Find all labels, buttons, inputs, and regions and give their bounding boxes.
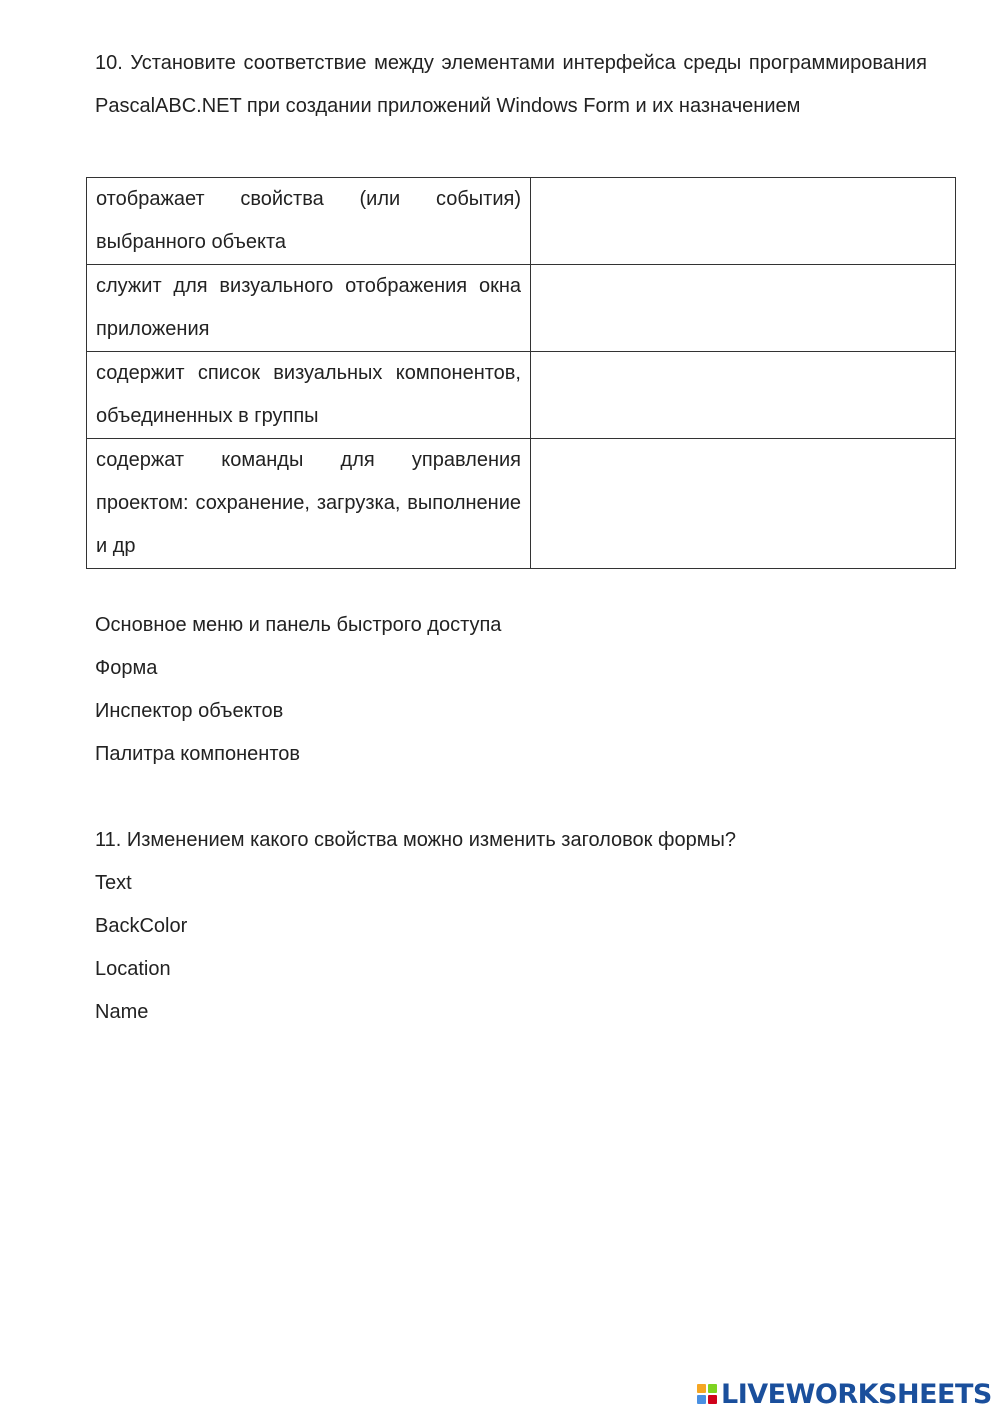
answer-option[interactable]: BackColor <box>95 915 188 937</box>
logo-mark-icon <box>697 1384 717 1404</box>
table-row <box>87 352 956 439</box>
answer-option[interactable]: Text <box>95 872 132 894</box>
table-row <box>87 178 956 265</box>
draggable-option[interactable]: Инспектор объектов <box>95 700 284 722</box>
question-11-options <box>95 862 187 1034</box>
description-cell: содержат команды для управления проектом: сохранение, загрузка, выполнение и др <box>87 439 531 569</box>
matching-table <box>86 177 956 569</box>
answer-option[interactable]: Name <box>95 1001 149 1023</box>
table-row <box>87 265 956 352</box>
description-cell: отображает свойства (или события) выбранного объекта <box>87 178 531 265</box>
description-cell: содержит список визуальных компонентов, объединенных в группы <box>87 352 531 439</box>
draggable-option[interactable]: Основное меню и панель быстрого доступа <box>95 614 502 636</box>
question-10-title: 10. Установите соответствие между элементами интерфейса среды программирования PascalABC.NET при создании приложений Windows Form и их назначением <box>95 52 927 117</box>
description-cell: служит для визуального отображения окна приложения <box>87 265 531 352</box>
answer-drop-cell[interactable] <box>531 352 956 439</box>
answer-drop-cell[interactable] <box>531 265 956 352</box>
question-11-title: 11. Изменением какого свойства можно изменить заголовок формы? <box>95 829 736 851</box>
answer-drop-cell[interactable] <box>531 439 956 569</box>
question-10-options <box>95 604 501 776</box>
table-row <box>87 439 956 569</box>
liveworksheets-logo <box>697 1378 992 1410</box>
answer-option[interactable]: Location <box>95 958 171 980</box>
answer-drop-cell[interactable] <box>531 178 956 265</box>
draggable-option[interactable]: Форма <box>95 657 158 679</box>
logo-text: LIVEWORKSHEETS <box>721 1378 992 1410</box>
draggable-option[interactable]: Палитра компонентов <box>95 743 300 765</box>
